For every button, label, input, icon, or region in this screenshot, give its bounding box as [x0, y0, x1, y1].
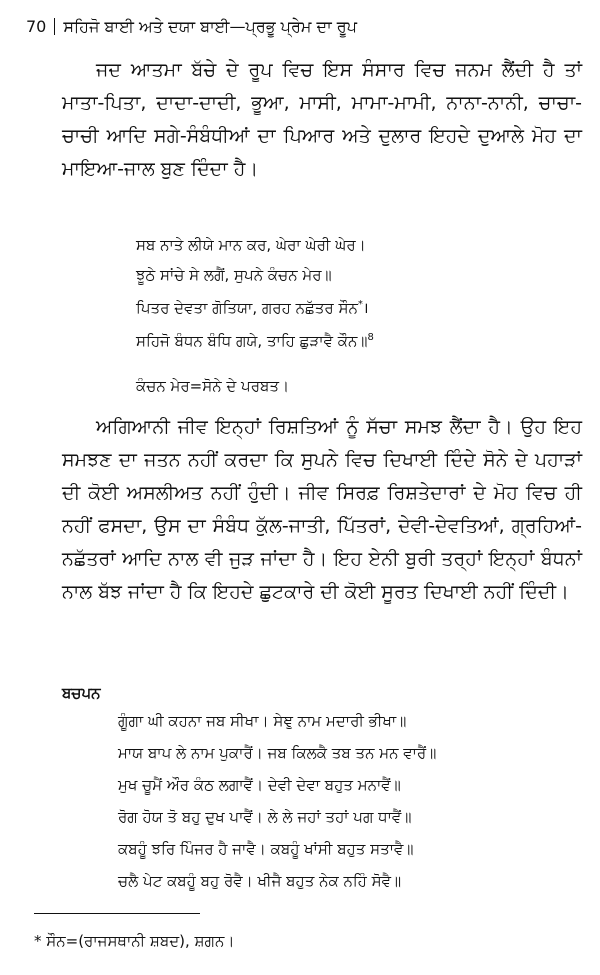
verse-line: ਝੂਠੇ ਸਾਂਚੇ ਸੇ ਲਗੈਂ, ਸੁਪਨੇ ਕੰਚਨ ਮੇਰ॥ [136, 266, 332, 284]
running-header [26, 16, 580, 38]
verse-line: ਮਾਯ ਬਾਪ ਲੇ ਨਾਮ ਪੁਕਾਰੈਂ। ਜਬ ਕਿਲਕੈ ਤਬ ਤਨ ਮਨ ਵਾਰੈਂ॥ [118, 744, 437, 762]
verse-line: ਸਬ ਨਾਤੇ ਲੀਯੇ ਮਾਨ ਕਰ, ਘੇਰਾ ਘੇਰੀ ਘੇਰ। [136, 236, 366, 254]
paragraph-text: ਜਦ ਆਤਮਾ ਬੱਚੇ ਦੇ ਰੂਪ ਵਿਚ ਇਸ ਸੰਸਾਰ ਵਿਚ ਜਨਮ ਲੈਂਦੀ ਹੈ ਤਾਂ ਮਾਤਾ-ਪਿਤਾ, ਦਾਦਾ-ਦਾਦੀ, ਭੂਆ, ਮਾਸੀ, ਮਾਮਾ-ਮਾਮੀ, ਨਾਨਾ-ਨਾਨੀ, ਚਾਚਾ-ਚਾਚੀ ਆਦਿ ਸਗੇ-ਸੰਬੰਧੀਆਂ ਦਾ ਪਿਆਰ ਅਤੇ ਦੁਲਾਰ ਇਹਦੇ ਦੁਆਲੇ ਮੋਹ ਦਾ ਮਾਇਆ-ਜਾਲ ਬੁਣ ਦਿੰਦਾ ਹੈ। [62, 59, 582, 180]
verse-line: ਰੋਗ ਹੋਯ ਤੋ ਬਹੁ ਦੁਖ ਪਾਵੈਂ। ਲੇ ਲੇ ਜਹਾਂ ਤਹਾਂ ਪਗ ਧਾਵੈਂ॥ [118, 808, 412, 826]
section-heading: ਬਚਪਨ [62, 684, 101, 702]
page-number: 70 [26, 17, 47, 36]
verse-line: ਕਬਹੂੰ ਝਰਿ ਪਿੰਜਰ ਹੈ ਜਾਵੈ। ਕਬਹੂੰ ਖਾਂਸੀ ਬਹੁਤ ਸਤਾਵੈ॥ [118, 840, 414, 858]
header-divider [54, 18, 55, 35]
footnote-rule [34, 913, 200, 914]
verse-line-text: ਪਿਤਰ ਦੇਵਤਾ ਗੋਤਿਯਾ, ਗਰਹ ਨਛੱਤਰ ਸੌਨ [136, 299, 358, 317]
verse-line: ਚਲੈ ਪੇਟ ਕਬਹੂੰ ਬਹੁ ਰੋਵੈ। ਖੀਜੈ ਬਹੁਤ ਨੇਕ ਨਹਿੰ ਸੋਵੈ॥ [118, 872, 402, 890]
verse-line [136, 290, 576, 323]
verse-line: ਮੁਖ ਚੂਮੈਂ ਔਰ ਕੰਠ ਲਗਾਵੈਂ। ਦੇਵੀ ਦੇਵਾ ਬਹੁਤ ਮਨਾਵੈਂ॥ [118, 776, 401, 794]
verse-line [136, 323, 576, 356]
footnote: * ਸੌਨ=(ਰਾਜਸਥਾਨੀ ਸ਼ਬਦ), ਸ਼ਗਨ। [34, 932, 235, 950]
footnote-marker: * [357, 299, 363, 310]
running-title: ਸਹਿਜੋ ਬਾਈ ਅਤੇ ਦਯਾ ਬਾਈ—ਪ੍ਰਭੂ ਪ੍ਰੇਮ ਦਾ ਰੂਪ [63, 17, 357, 36]
paragraph-intro [62, 54, 582, 186]
verse-number: 8 [367, 332, 374, 343]
verse-line-end: । [362, 299, 369, 317]
gloss-note: ਕੰਚਨ ਮੇਰ=ਸੋਨੇ ਦੇ ਪਰਬਤ। [136, 377, 290, 395]
paragraph-main [62, 411, 582, 609]
verse-line: ਗੂੰਗਾ ਘੀ ਕਹਨਾ ਜਬ ਸੀਖਾ। ਸੇਞੁ ਨਾਮ ਮਦਾਰੀ ਭੀਖਾ॥ [118, 712, 407, 730]
verse-line-text: ਸਹਿਜੋ ਬੰਧਨ ਬੰਧਿ ਗਯੇ, ਤਾਹਿ ਛੁੜਾਵੈ ਕੌਨ॥ [136, 332, 368, 350]
paragraph-text: ਅਗਿਆਨੀ ਜੀਵ ਇਨ੍ਹਾਂ ਰਿਸ਼ਤਿਆਂ ਨੂੰ ਸੱਚਾ ਸਮਝ ਲੈਂਦਾ ਹੈ। ਉਹ ਇਹ ਸਮਝਣ ਦਾ ਜਤਨ ਨਹੀਂ ਕਰਦਾ ਕਿ ਸੁਪਨੇ ਵਿਚ ਦਿਖਾਈ ਦਿੰਦੇ ਸੋਨੇ ਦੇ ਪਹਾੜਾਂ ਦੀ ਕੋਈ ਅਸਲੀਅਤ ਨਹੀਂ ਹੁੰਦੀ। ਜੀਵ ਸਿਰਫ਼ ਰਿਸ਼ਤੇਦਾਰਾਂ ਦੇ ਮੋਹ ਵਿਚ ਹੀ ਨਹੀਂ ਫਸਦਾ, ਉਸ ਦਾ ਸੰਬੰਧ ਕੁੱਲ-ਜਾਤੀ, ਪਿੱਤਰਾਂ, ਦੇਵੀ-ਦੇਵਤਿਆਂ, ਗ੍ਰਹਿਆਂ-ਨਛੱਤਰਾਂ ਆਦਿ ਨਾਲ ਵੀ ਜੁੜ ਜਾਂਦਾ ਹੈ। ਇਹ ਏਨੀ ਬੁਰੀ ਤਰ੍ਹਾਂ ਇਨ੍ਹਾਂ ਬੰਧਨਾਂ ਨਾਲ ਬੱਝ ਜਾਂਦਾ ਹੈ ਕਿ ਇਹਦੇ ਛੁਟਕਾਰੇ ਦੀ ਕੋਈ ਸੂਰਤ ਦਿਖਾਈ ਨਹੀਂ ਦਿੰਦੀ। [62, 416, 582, 603]
verse-block-2 [118, 705, 578, 897]
verse-block-1 [136, 230, 576, 356]
